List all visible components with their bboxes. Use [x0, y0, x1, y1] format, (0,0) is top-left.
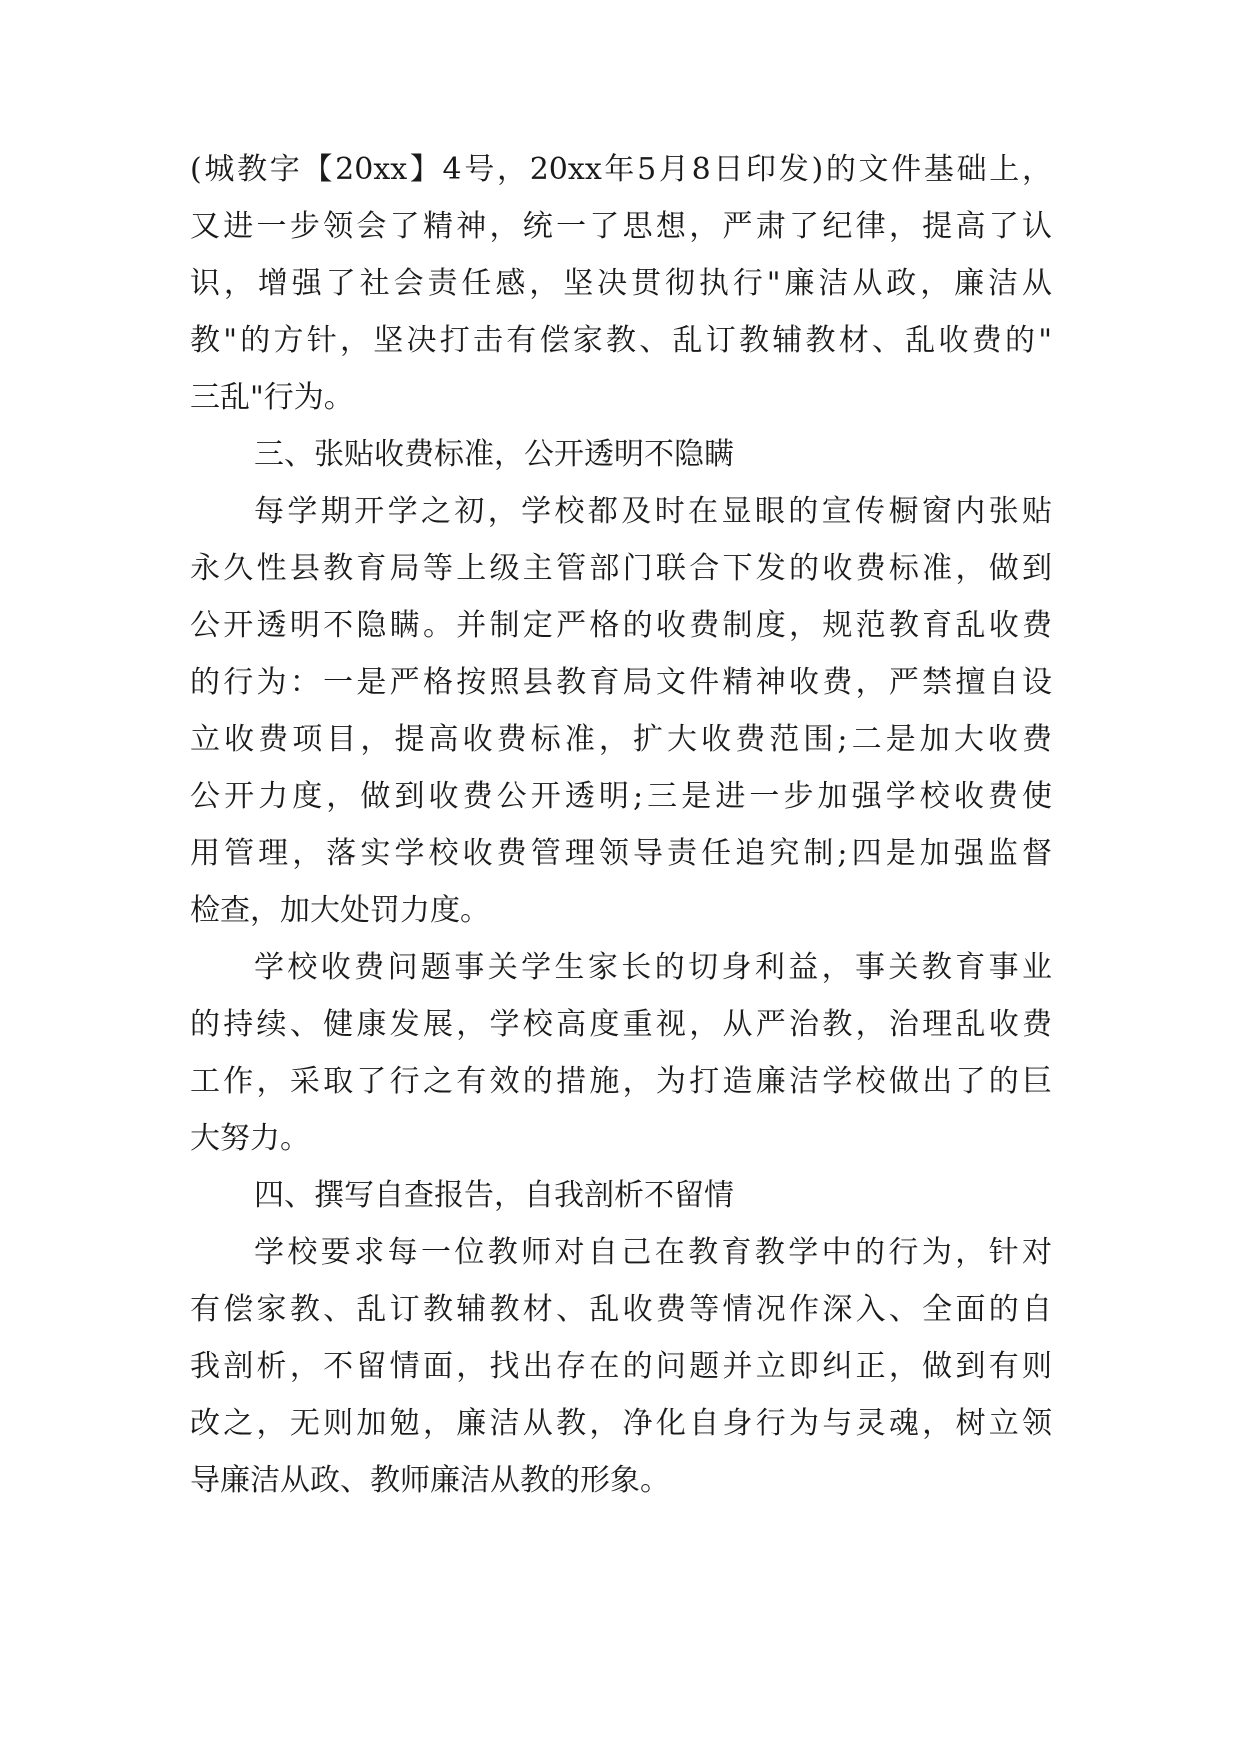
paragraph-line: 大努力。: [190, 1121, 310, 1156]
paragraph-line: 我剖析，不留情面，找出存在的问题并立即纠正，做到有则: [190, 1349, 1052, 1384]
paragraph-line: 识，增强了社会责任感，坚决贯彻执行"廉洁从政，廉洁从: [190, 266, 1052, 301]
section-heading: 三、张贴收费标准，公开透明不隐瞒: [254, 437, 734, 472]
paragraph-line: 改之，无则加勉，廉洁从教，净化自身行为与灵魂，树立领: [190, 1406, 1052, 1441]
paragraph-line: 教"的方针，坚决打击有偿家教、乱订教辅教材、乱收费的": [190, 323, 1052, 358]
paragraph-line: 工作，采取了行之有效的措施，为打造廉洁学校做出了的巨: [190, 1064, 1052, 1099]
section-heading: 四、撰写自查报告，自我剖析不留情: [254, 1178, 734, 1213]
paragraph-line: 检查，加大处罚力度。: [190, 893, 490, 928]
paragraph-line: 的持续、健康发展，学校高度重视，从严治教，治理乱收费: [190, 1007, 1052, 1042]
paragraph-line: 学校要求每一位教师对自己在教育教学中的行为，针对: [254, 1235, 1052, 1270]
paragraph-line: 三乱"行为。: [190, 380, 354, 415]
paragraph-line: 用管理，落实学校收费管理领导责任追究制;四是加强监督: [190, 836, 1052, 871]
paragraph-line: 学校收费问题事关学生家长的切身利益，事关教育事业: [254, 950, 1052, 985]
paragraph-line: 永久性县教育局等上级主管部门联合下发的收费标准，做到: [190, 551, 1052, 586]
paragraph-line: 每学期开学之初，学校都及时在显眼的宣传橱窗内张贴: [254, 494, 1052, 529]
paragraph-line: 公开透明不隐瞒。并制定严格的收费制度，规范教育乱收费: [190, 608, 1052, 643]
paragraph-line: 又进一步领会了精神，统一了思想，严肃了纪律，提高了认: [190, 209, 1052, 244]
paragraph-line: 的行为：一是严格按照县教育局文件精神收费，严禁擅自设: [190, 665, 1052, 700]
paragraph-line: (城教字【20xx】4号，20xx年5月8日印发)的文件基础上，: [190, 152, 1052, 187]
paragraph-line: 公开力度，做到收费公开透明;三是进一步加强学校收费使: [190, 779, 1052, 814]
paragraph-line: 有偿家教、乱订教辅教材、乱收费等情况作深入、全面的自: [190, 1292, 1052, 1327]
paragraph-line: 导廉洁从政、教师廉洁从教的形象。: [190, 1463, 670, 1498]
paragraph-line: 立收费项目，提高收费标准，扩大收费范围;二是加大收费: [190, 722, 1052, 757]
